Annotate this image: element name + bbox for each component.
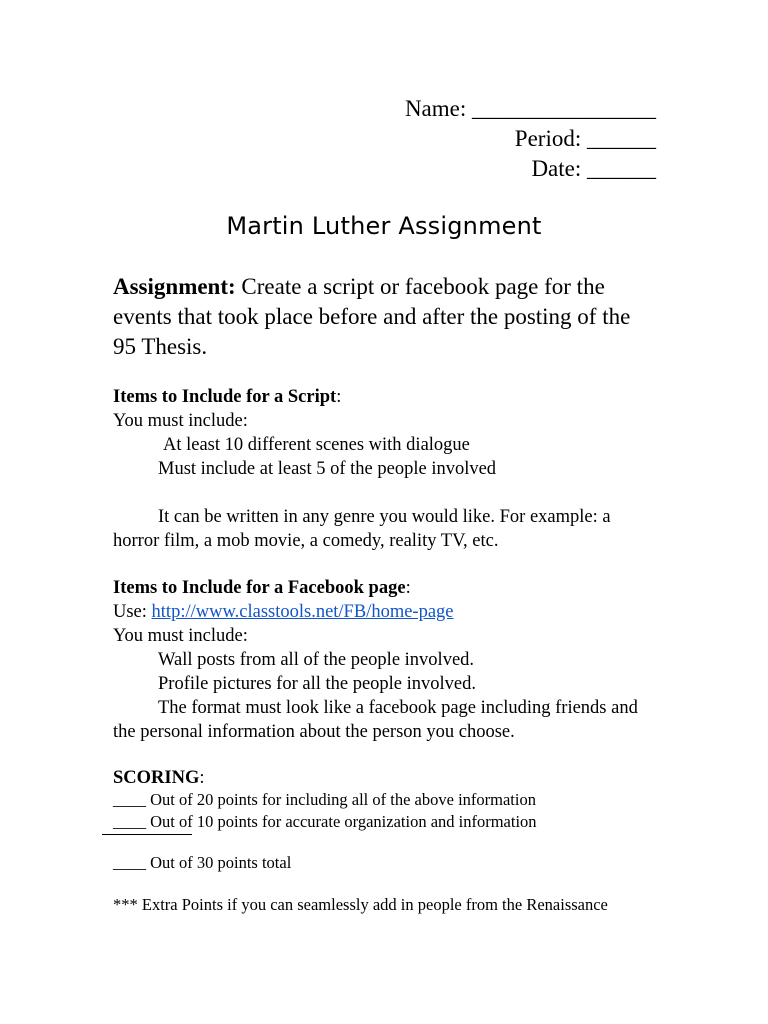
name-line: Name: ________________ <box>404 96 656 121</box>
scoring-heading-colon: : <box>199 768 205 788</box>
scoring-heading <box>113 766 658 790</box>
facebook-use-line <box>113 600 658 624</box>
facebook-heading <box>113 576 658 600</box>
script-genre-note: It can be written in any genre you would like. For example: a horror film, a mob movie, a comedy, reality TV, etc. <box>113 507 611 551</box>
facebook-item-profile-pictures: Profile pictures for all the people involved. <box>158 674 477 694</box>
script-item-scenes: At least 10 different scenes with dialogue <box>163 435 470 455</box>
scoring-line-10: ____ Out of 10 points for accurate organization and information <box>113 812 537 831</box>
assignment-paragraph <box>113 272 658 362</box>
facebook-format-note: The format must look like a facebook page including friends and the personal information about the person you choose. <box>113 698 638 742</box>
scoring-divider <box>102 834 192 835</box>
script-heading <box>113 385 658 409</box>
facebook-heading-colon: : <box>405 578 411 598</box>
student-info-header <box>405 94 656 184</box>
script-must-include: You must include: <box>113 411 248 431</box>
assignment-label: Assignment: <box>113 274 236 299</box>
scoring-heading-text: SCORING <box>113 768 200 788</box>
facebook-section <box>113 576 658 744</box>
scoring-extra-points: *** Extra Points if you can seamlessly add in people from the Renaissance <box>113 895 608 914</box>
assignment-text: Create a script or facebook page for the events that took place before and after the posting of the 95 Thesis. <box>113 274 631 359</box>
script-heading-colon: : <box>336 387 342 407</box>
classtools-link[interactable]: http://www.classtools.net/FB/home-page <box>151 602 454 622</box>
script-item-people: Must include at least 5 of the people involved <box>158 459 497 479</box>
period-line: Period: ______ <box>514 126 656 151</box>
page-title: Martin Luther Assignment <box>226 212 542 240</box>
facebook-must-include: You must include: <box>113 626 248 646</box>
scoring-total: ____ Out of 30 points total <box>113 853 292 872</box>
facebook-item-wall-posts: Wall posts from all of the people involved. <box>158 650 475 670</box>
spacer <box>113 481 658 505</box>
date-line: Date: ______ <box>531 156 656 181</box>
facebook-heading-text: Items to Include for a Facebook page <box>113 578 406 598</box>
facebook-use-label: Use: <box>113 602 152 622</box>
script-section <box>113 385 658 553</box>
script-heading-text: Items to Include for a Script <box>113 387 337 407</box>
scoring-line-20: ____ Out of 20 points for including all of the above information <box>113 790 536 809</box>
